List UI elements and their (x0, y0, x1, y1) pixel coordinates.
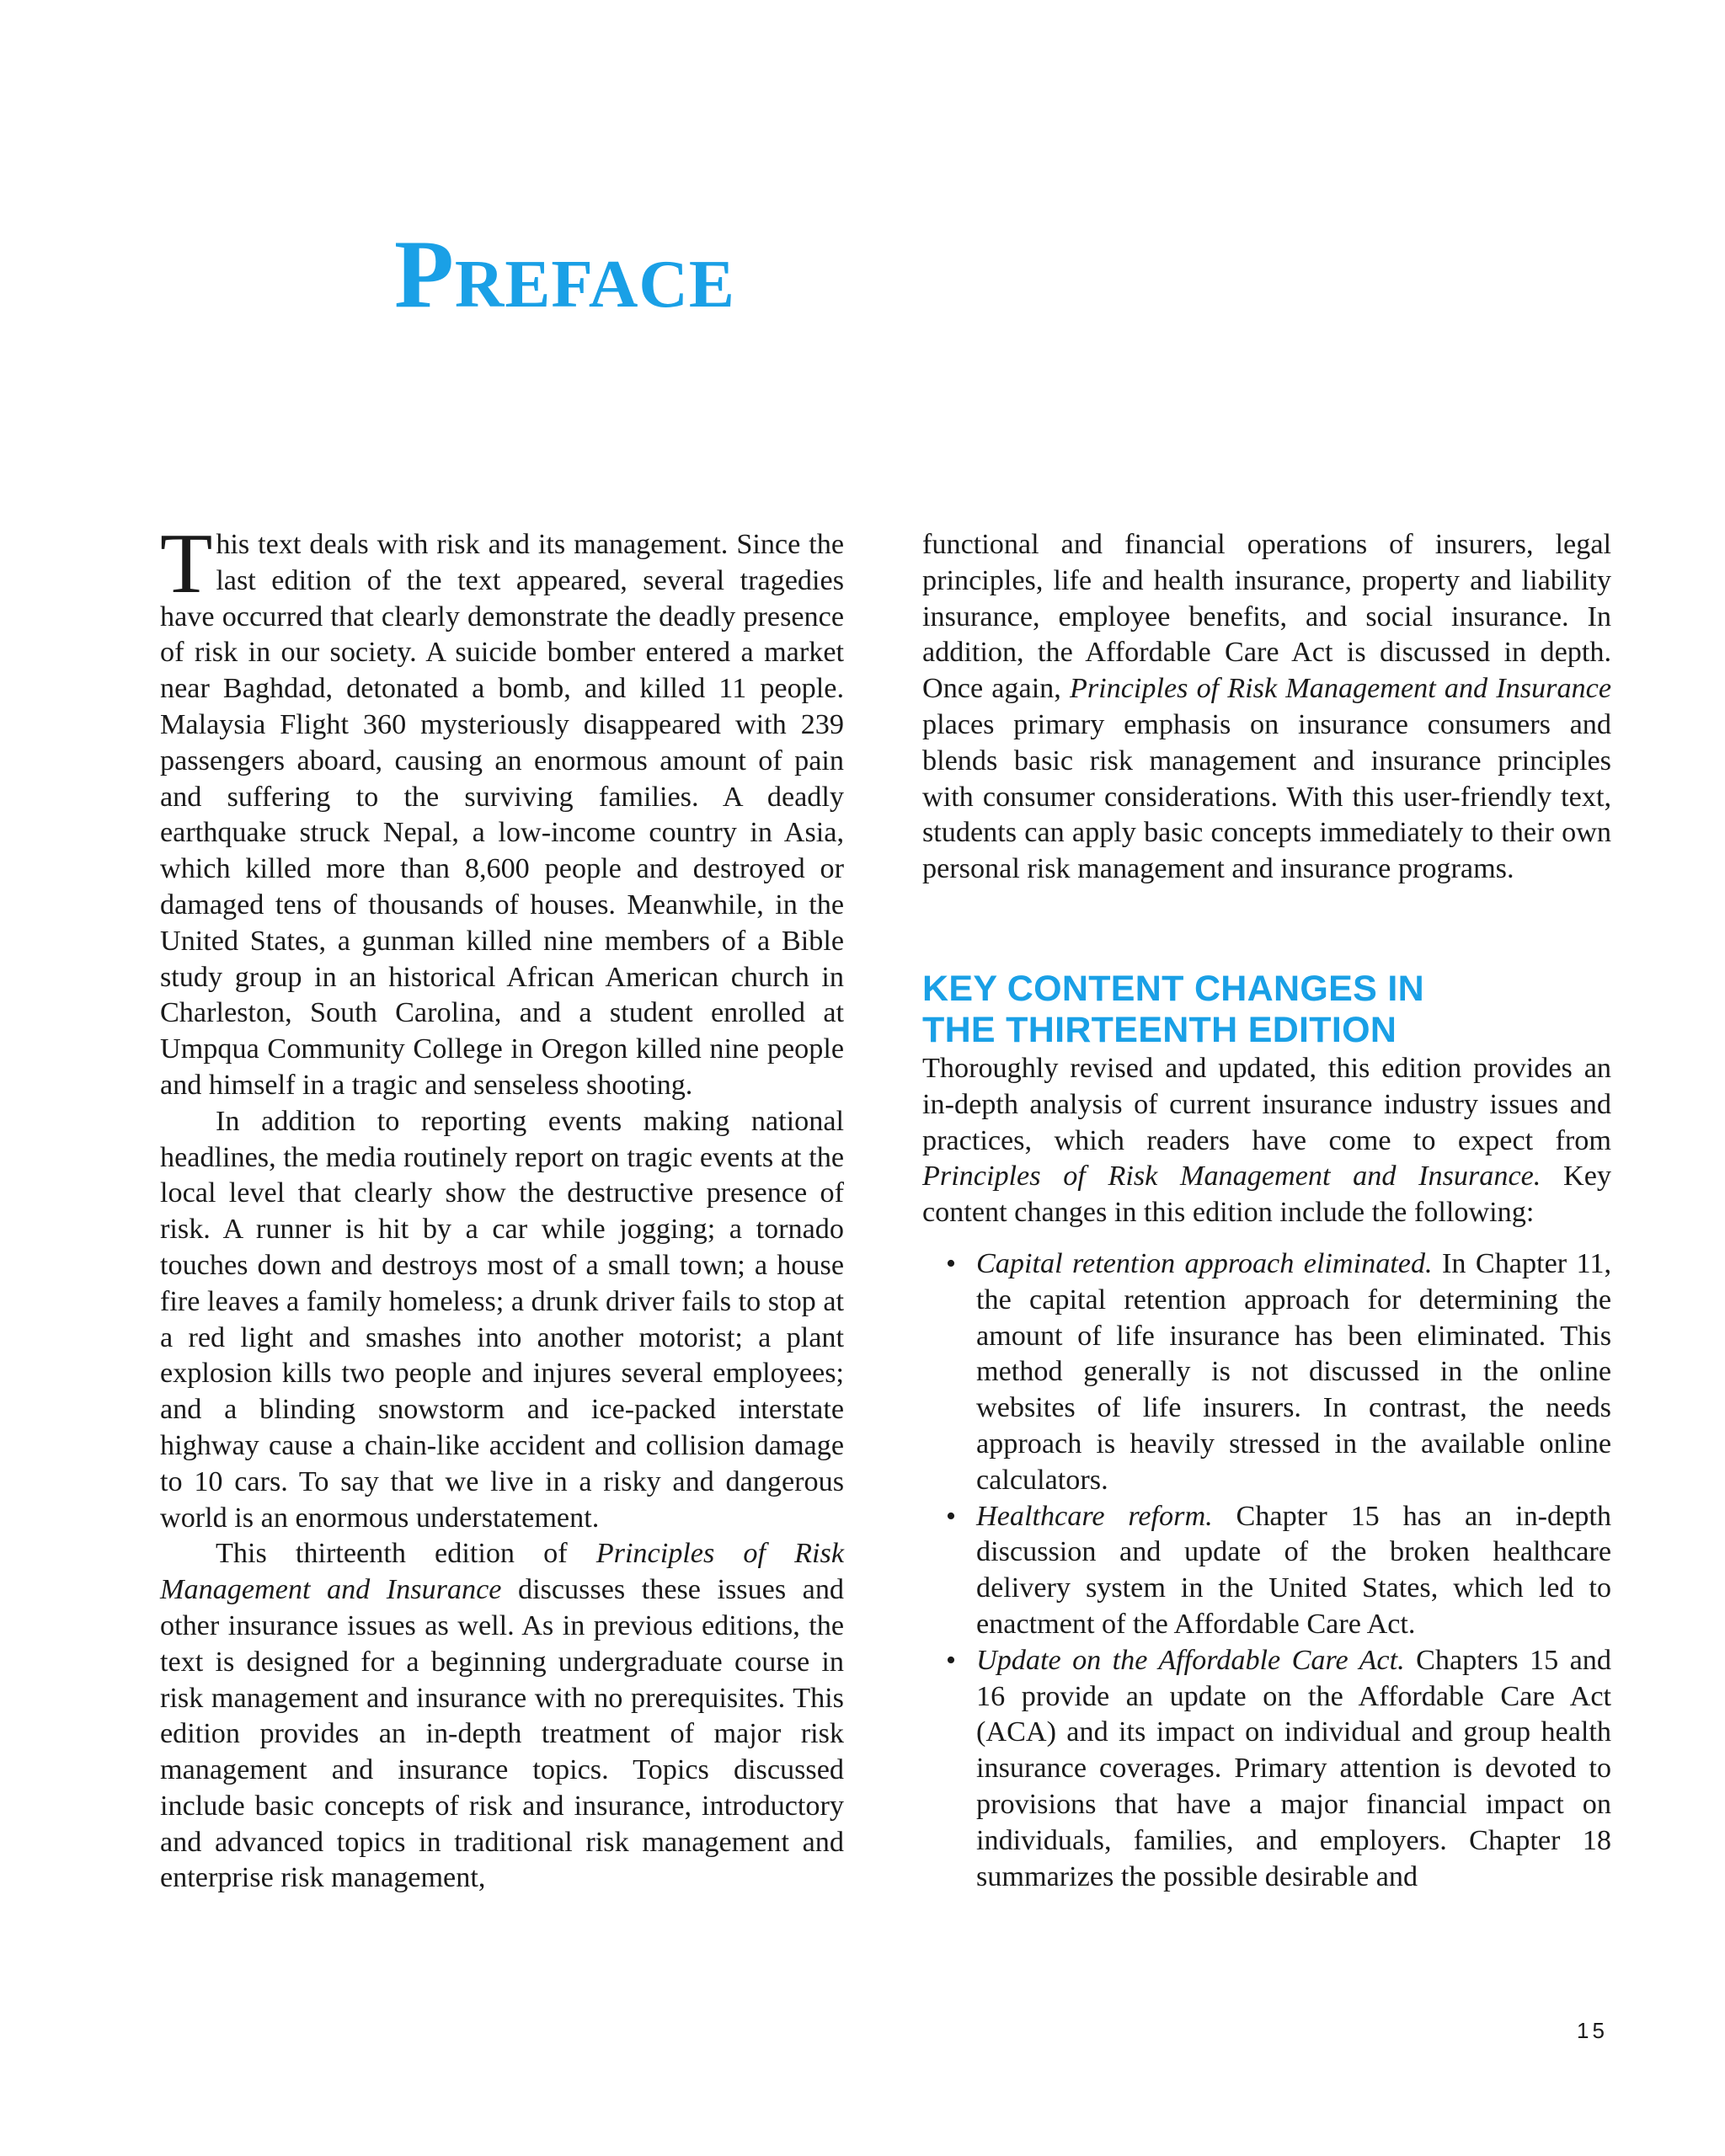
section-heading-line-1: KEY CONTENT CHANGES IN (922, 968, 1424, 1009)
book-title-italic: Principles of Risk Management and Insurance (1069, 673, 1611, 705)
list-item-title: Healthcare reform. (976, 1500, 1213, 1532)
edition-paragraph-text: discusses these issues and other insurance issues as well. As in previous editions, the text is designed for a beginning undergraduate course in risk management and insurance with no prerequisites. This edition provides an in-depth treatment of major risk management and insurance topics. Topics discussed include basic concepts of risk and insurance, introductory and advanced topics in traditional risk management and enterprise risk management, (160, 1574, 845, 1894)
edition-paragraph (160, 1536, 844, 1897)
changes-intro-text: Key content changes in this edition include the following: (922, 1161, 1611, 1229)
page-number: 15 (1577, 2018, 1608, 2043)
media-paragraph: In addition to reporting events making national headlines, the media routinely report on tragic events at the local level that clearly show the destructive presence of risk. A runner is hit by a car while jogging; a tornado touches down and destroys most of a small town; a house fire leaves a family homeless; a drunk driver fails to stop at a red light and smashes into another motorist; a plant explosion kills two people and injures several employees; and a blinding snowstorm and ice-packed interstate highway cause a chain-like accident and collision damage to 10 cars. To say that we live in a risky and dangerous world is an enormous understatement. (160, 1105, 844, 1534)
edition-paragraph-lead: This thirteenth edition of (216, 1538, 596, 1570)
list-item-title: Update on the Affordable Care Act. (976, 1644, 1405, 1676)
key-changes-list (922, 1246, 1611, 1895)
intro-paragraph-text: his text deals with risk and its management. Since the last edition of the text appeared, several tragedies have occurred that clearly demonstrate the deadly presence of risk in our society. A suicide bomber entered a market near Baghdad, detonated a bomb, and killed 11 people. Malaysia Flight 360 mysteriously disappeared with 239 passengers aboard, causing an enormous amount of pain and suffering to the surviving families. A deadly earthquake struck Nepal, a low-income country in Asia, which killed more than 8,600 people and destroyed or damaged tens of thousands of houses. Meanwhile, in the United States, a gunman killed nine members of a Bible study group in an historical African American church in Charleston, South Carolina, and a student enrolled at Umpqua Community College in Oregon killed nine people and himself in a tragic and senseless shooting. (160, 529, 844, 1101)
drop-cap: T (160, 516, 213, 611)
list-item (946, 1246, 1612, 1499)
changes-intro-paragraph (922, 1051, 1611, 1231)
section-heading-line-2: THE THIRTEENTH EDITION (922, 1009, 1397, 1050)
left-column (160, 516, 845, 1897)
list-item-title: Capital retention approach eliminated. (976, 1247, 1433, 1279)
list-item-text: Chapter 15 has an in-depth discussion and update of the broken healthcare delivery system in the United States, which led to enactment of the Affordable Care Act. (976, 1500, 1611, 1640)
bullet-icon: • (946, 1247, 956, 1279)
page-title: Preface (394, 221, 735, 328)
list-item (946, 1499, 1611, 1643)
book-title-italic: Principles of Risk Management and Insurance. (922, 1161, 1541, 1193)
section-heading (922, 969, 1611, 1051)
topics-paragraph (922, 527, 1611, 888)
intro-paragraph (160, 516, 844, 1104)
list-item (946, 1643, 1611, 1896)
bullet-icon: • (946, 1644, 956, 1676)
changes-intro-lead: Thoroughly revised and updated, this edition provides an in-depth analysis of current insurance industry issues and practices, which readers have come to expect from (922, 1052, 1611, 1156)
topics-paragraph-text: places primary emphasis on insurance consumers and blends basic risk management and insurance principles with consumer considerations. With this user-friendly text, students can apply basic concepts immediately to their own personal risk management and insurance programs. (922, 708, 1611, 885)
book-title-italic: Principles of Risk Management and Insurance (160, 1538, 844, 1606)
topics-paragraph-lead: functional and financial operations of insurers, legal principles, life and health insurance, property and liability insurance, employee benefits, and social insurance. In addition, the Affordable Care Act is discussed in depth. Once again, (922, 529, 1611, 705)
list-item-text: In Chapter 11, the capital retention approach for determining the amount of life insurance has been eliminated. This method generally is not discussed in the online websites of life insurers. In contrast, the needs approach is heavily stressed in the available online calculators. (976, 1247, 1612, 1496)
bullet-icon: • (946, 1500, 956, 1532)
list-item-text: Chapters 15 and 16 provide an update on the Affordable Care Act (ACA) and its impact on individual and group health insurance coverages. Primary attention is devoted to provisions that have a major financial impact on individuals, families, and employers. Chapter 18 summarizes the possible desirable and (976, 1644, 1611, 1892)
section-spacer (922, 888, 1611, 969)
right-column (922, 527, 1611, 1895)
